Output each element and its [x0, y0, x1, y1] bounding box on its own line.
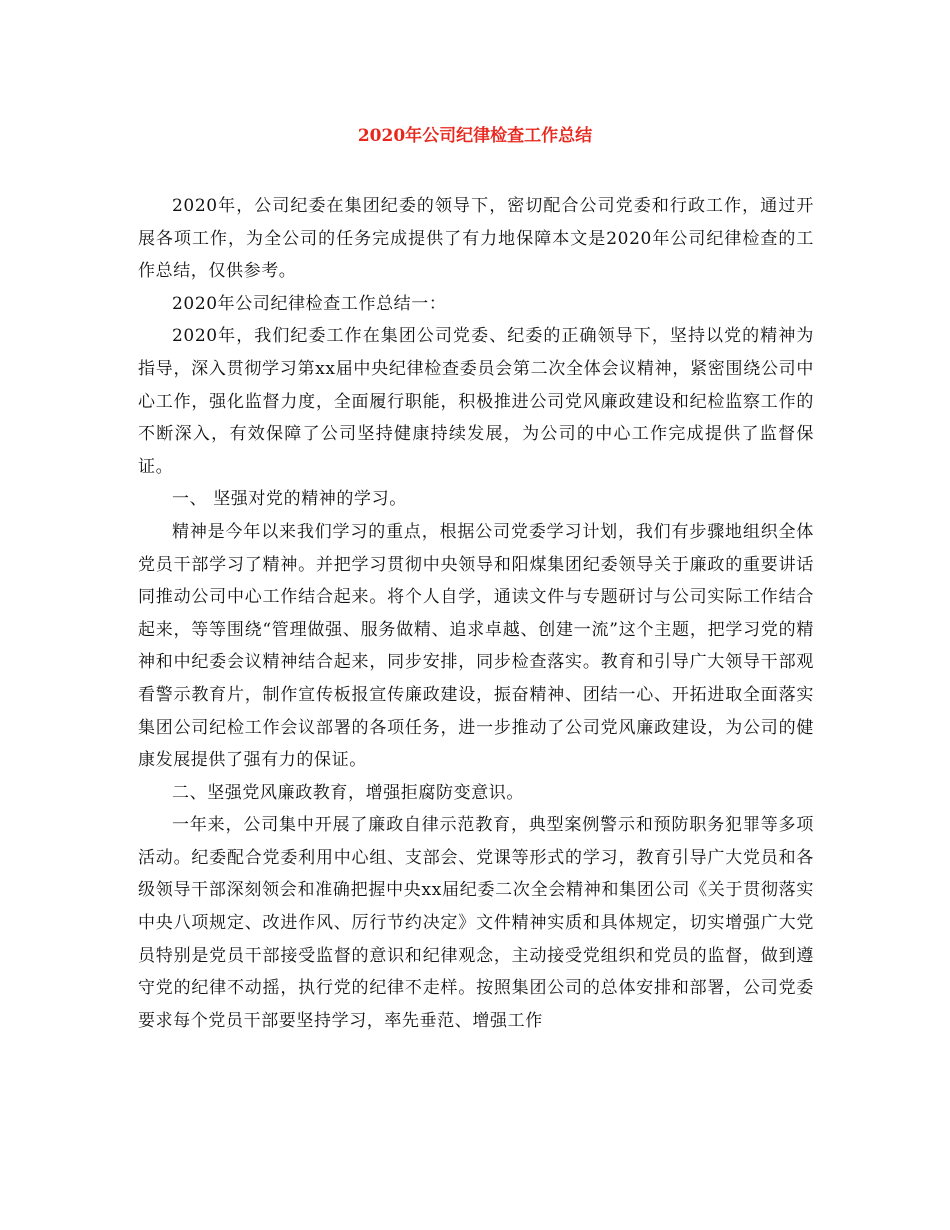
document-title: 2020年公司纪律检查工作总结 — [357, 126, 593, 146]
section-heading-two: 二、坚强党风廉政教育，增强拒腐防变意识。 — [172, 782, 524, 803]
paragraph-summary-one-heading: 2020年公司纪律检查工作总结一： — [172, 293, 447, 314]
section-heading-one: 一、 坚强对党的精神的学习。 — [172, 489, 407, 510]
paragraph-intro: 2020年，公司纪委在集团纪委的领导下，密切配合公司党委和行政工作，通过开展各项工作，为全公司的任务完成提供了有力地保障本文是2020年公司纪律检查的工作总结，仅供参考。 — [138, 196, 814, 282]
paragraph-section-two: 一年来，公司集中开展了廉政自律示范教育，典型案例警示和预防职务犯罪等多项活动。纪委配合党委利用中心组、支部会、党课等形式的学习，教育引导广大党员和各级领导干部深刻领会和准确把握中央xx届纪委二次全会精神和集团公司《关于贯彻落实中央八项规定、改进作风、厉行节约决定》文件精神实质和具体规定，切实增强广大党员特别是党员干部接受监督的意识和纪律观念，主动接受党组织和党员的监督，做到遵守党的纪律不动摇，执行党的纪律不走样。按照集团公司的总体安排和部署，公司党委要求每个党员干部要坚持学习，率先垂范、增强工作 — [138, 815, 814, 1031]
document-body — [138, 190, 814, 1037]
paragraph-section-one: 精神是今年以来我们学习的重点，根据公司党委学习计划，我们有步骤地组织全体党员干部学习了精神。并把学习贯彻中央领导和阳煤集团纪委领导关于廉政的重要讲话同推动公司中心工作结合起来。将个人自学，通读文件与专题研讨与公司实际工作结合起来，等等围绕“管理做强、服务做精、追求卓越、创建一流”这个主题，把学习党的精神和中纪委会议精神结合起来，同步安排，同步检查落实。教育和引导广大领导干部观看警示教育片，制作宣传板报宣传廉政建设，振奋精神、团结一心、开拓进取全面落实集团公司纪检工作会议部署的各项任务，进一步推动了公司党风廉政建设，为公司的健康发展提供了强有力的保证。 — [138, 521, 814, 771]
paragraph-overview: 2020年，我们纪委工作在集团公司党委、纪委的正确领导下，坚持以党的精神为指导，深入贯彻学习第xx届中央纪律检查委员会第二次全体会议精神，紧密围绕公司中心工作，强化监督力度，全面履行职能，积极推进公司党风廉政建设和纪检监察工作的不断深入，有效保障了公司坚持健康持续发展，为公司的中心工作完成提供了监督保证。 — [138, 326, 814, 477]
